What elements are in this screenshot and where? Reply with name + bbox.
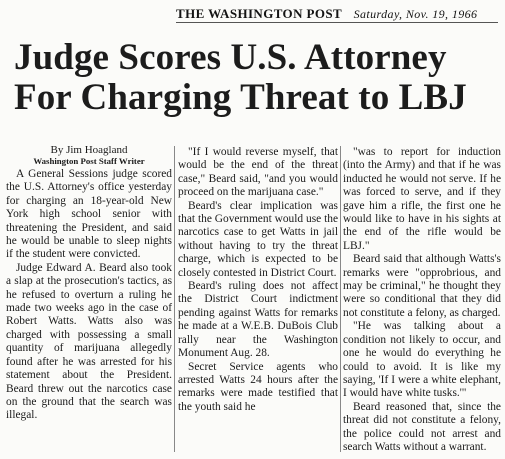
paragraph: Beard said that although Watts's remarks were "opprobrious, and may be criminal," he thought they were so conditional that they did not constitute a felony, as charged. [343,253,501,319]
paragraph: A General Sessions judge scored the U.S. Attorney's office yesterday for charging an 18-year-old New York high school senior with threatening the President, and said he would be unable to sleep nights if the student were convicted. [6,168,172,261]
masthead [176,6,477,22]
byline: By Jim Hoagland [50,144,128,156]
newspaper-name: THE WASHINGTON POST [176,6,343,21]
headline [14,38,498,118]
column-divider [340,146,341,452]
article-column-3 [343,146,501,454]
headline-line-2: For Charging Threat to LBJ [14,77,467,118]
column-divider [174,146,175,452]
paragraph: "He was talking about a condition not likely to occur, and one he would do everything he could to avoid. It is like my saying, 'If I were a white elephant, I would have white tusks.'" [343,320,501,400]
masthead-rule [176,22,498,23]
paragraph: "was to report for induction (into the Army) and that if he was inducted he would not serve. If he was forced to serve, and if they gave him a rifle, the first one he would like to have in his sights at the end of the rifle would be LBJ." [343,146,501,252]
paragraph: "If I would reverse myself, that would be the end of the threat case," Beard said, "and you would proceed on the marijuana case." [178,146,338,199]
paragraph: Beard reasoned that, since the threat did not constitute a felony, the police could not arrest and search Watts without a warrant. [343,400,501,453]
headline-line-1: Judge Scores U.S. Attorney [14,37,447,78]
byline-role: Washington Post Staff Writer [33,156,145,166]
publication-date: Saturday, Nov. 19, 1966 [353,7,478,21]
paragraph: Beard's clear implication was that the Government would use the narcotics case to get Watts in jail without having to try the threat charge, which is expected to be closely contested in District Court. [178,199,338,279]
article-column-2 [178,146,338,414]
article-column-1 [6,144,172,423]
paragraph: Judge Edward A. Beard also took a slap at the prosecution's tactics, as he refused to overturn a ruling he made two weeks ago in the case of Robert Watts. Watts also was charged with possessing a small quantity of marijuana allegedly found after he was arrested for his statement about the President. Beard threw out the narcotics case on the ground that the search was illegal. [6,261,172,422]
paragraph: Secret Service agents who arrested Watts 24 hours after the remarks were made testified that the youth said he [178,360,338,413]
paragraph: Beard's ruling does not affect the District Court indictment pending against Watts for remarks he made at a W.E.B. DuBois Club rally near the Washington Monument Aug. 28. [178,280,338,360]
